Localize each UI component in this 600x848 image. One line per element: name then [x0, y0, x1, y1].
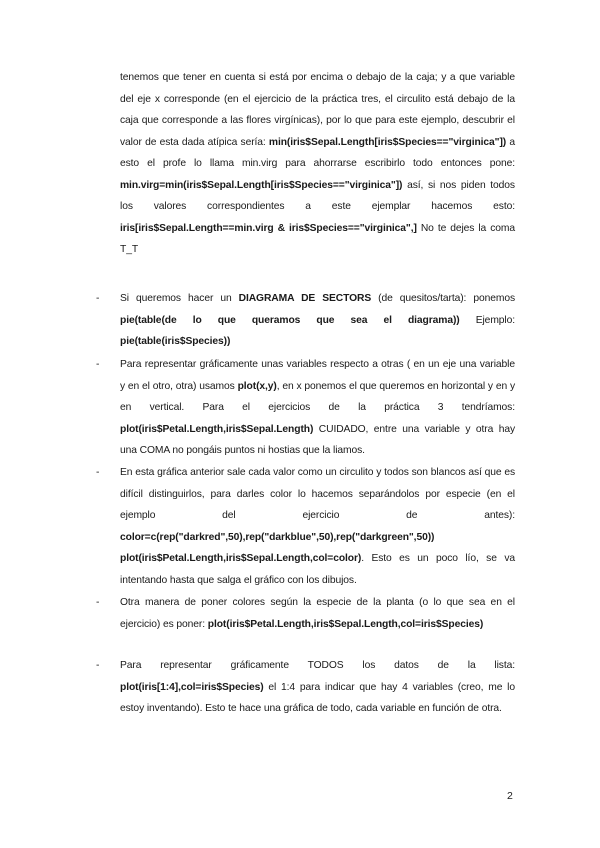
code-iris-subset: iris[iris$Sepal.Length==min.virg & iris$Species=="virginica",] [120, 222, 417, 234]
item-bold: DIAGRAMA DE SECTORS [238, 293, 372, 304]
bullet-marker: - [96, 597, 100, 608]
intro-text-1: tenemos que tener en cuenta si está por encima o debajo de la caja; y a que variable del eje x corresponde (en el ejercicio de la práctica tres, el circulito está debajo de la caja que corresponde a las flores virgínicas), por lo que para este ejemplo, descubrir el valor de esta dada atípica sería: [120, 72, 515, 148]
list-item-species-color [120, 592, 515, 635]
item-code: plot(iris$Petal.Length,iris$Sepal.Length) [120, 423, 314, 435]
bullet-marker: - [96, 293, 100, 304]
item-text: el 1:4 para indicar que hay 4 variables (creo, me lo estoy inventando). Esto te hace una gráfica de todo, cada variable en función de otra. [120, 681, 515, 714]
item-text: En esta gráfica anterior sale cada valor como un circulito y todos son blancos así que es difícil distinguirlos, para darles color lo hacemos separándolos por especie (en el ejemplo del ejercicio de antes): [120, 467, 515, 521]
bullet-marker: - [96, 660, 100, 671]
page-number: 2 [507, 790, 513, 802]
intro-text-2: a esto el profe lo llama min.virg para ahorrarse escribirlo todo entonces pone: [120, 136, 515, 169]
item-code: plot(x,y) [237, 380, 277, 392]
code-min-virginica: min(iris$Sepal.Length[iris$Species=="virginica"]) [268, 136, 507, 148]
item-code: pie(table(iris$Species)) [120, 336, 231, 347]
item-code: plot(iris$Petal.Length,iris$Sepal.Length,col=iris$Species) [207, 618, 484, 630]
item-code: plot(iris[1:4],col=iris$Species) [120, 681, 264, 693]
item-text: Para representar gráficamente unas variables respecto a otras ( en un eje una variable y en el otro, otra) usamos [120, 359, 515, 392]
item-text: Si queremos hacer un [120, 293, 239, 304]
item-text: Otra manera de poner colores según la especie de la planta (o lo que sea en el ejercicio) es poner: [120, 597, 515, 630]
intro-text-3: así, si nos piden todos los valores correspondientes a este ejemplar hacemos esto: [120, 179, 515, 212]
item-text: . Esto es un poco lío, se va intentando hasta que salga el gráfico con los dibujos. [120, 553, 515, 586]
intro-paragraph [120, 67, 515, 261]
item-text: (de quesitos/tarta): ponemos [371, 293, 516, 304]
code-min-virg-assign: min.virg=min(iris$Sepal.Length[iris$Species=="virginica"]) [120, 179, 403, 191]
item-text: Para representar gráficamente TODOS los datos de la lista: [120, 660, 515, 671]
bullet-marker: - [96, 359, 100, 370]
list-item-color [120, 462, 515, 591]
intro-text-4: No te dejes la coma T_T [120, 222, 515, 255]
item-code: pie(table(de lo que queramos que sea el diagrama)) [120, 314, 460, 326]
list-item-pie [120, 288, 515, 353]
list-item-plot [120, 354, 515, 462]
item-text: Ejemplo: [459, 314, 515, 326]
item-text: , en x ponemos el que queremos en horizontal y en y en vertical. Para el ejercicios de la práctica 3 tendríamos: [120, 380, 515, 413]
item-text: CUIDADO, entre una variable y otra hay una COMA no pongáis puntos ni hostias que la liamos. [120, 423, 515, 456]
item-code: color=c(rep("darkred",50),rep("darkblue",50),rep("darkgreen",50)) plot(iris$Petal.Length,iris$Sepal.Length,col=color) [120, 531, 435, 564]
bullet-marker: - [96, 467, 100, 478]
list-item-plot-all [120, 655, 515, 720]
